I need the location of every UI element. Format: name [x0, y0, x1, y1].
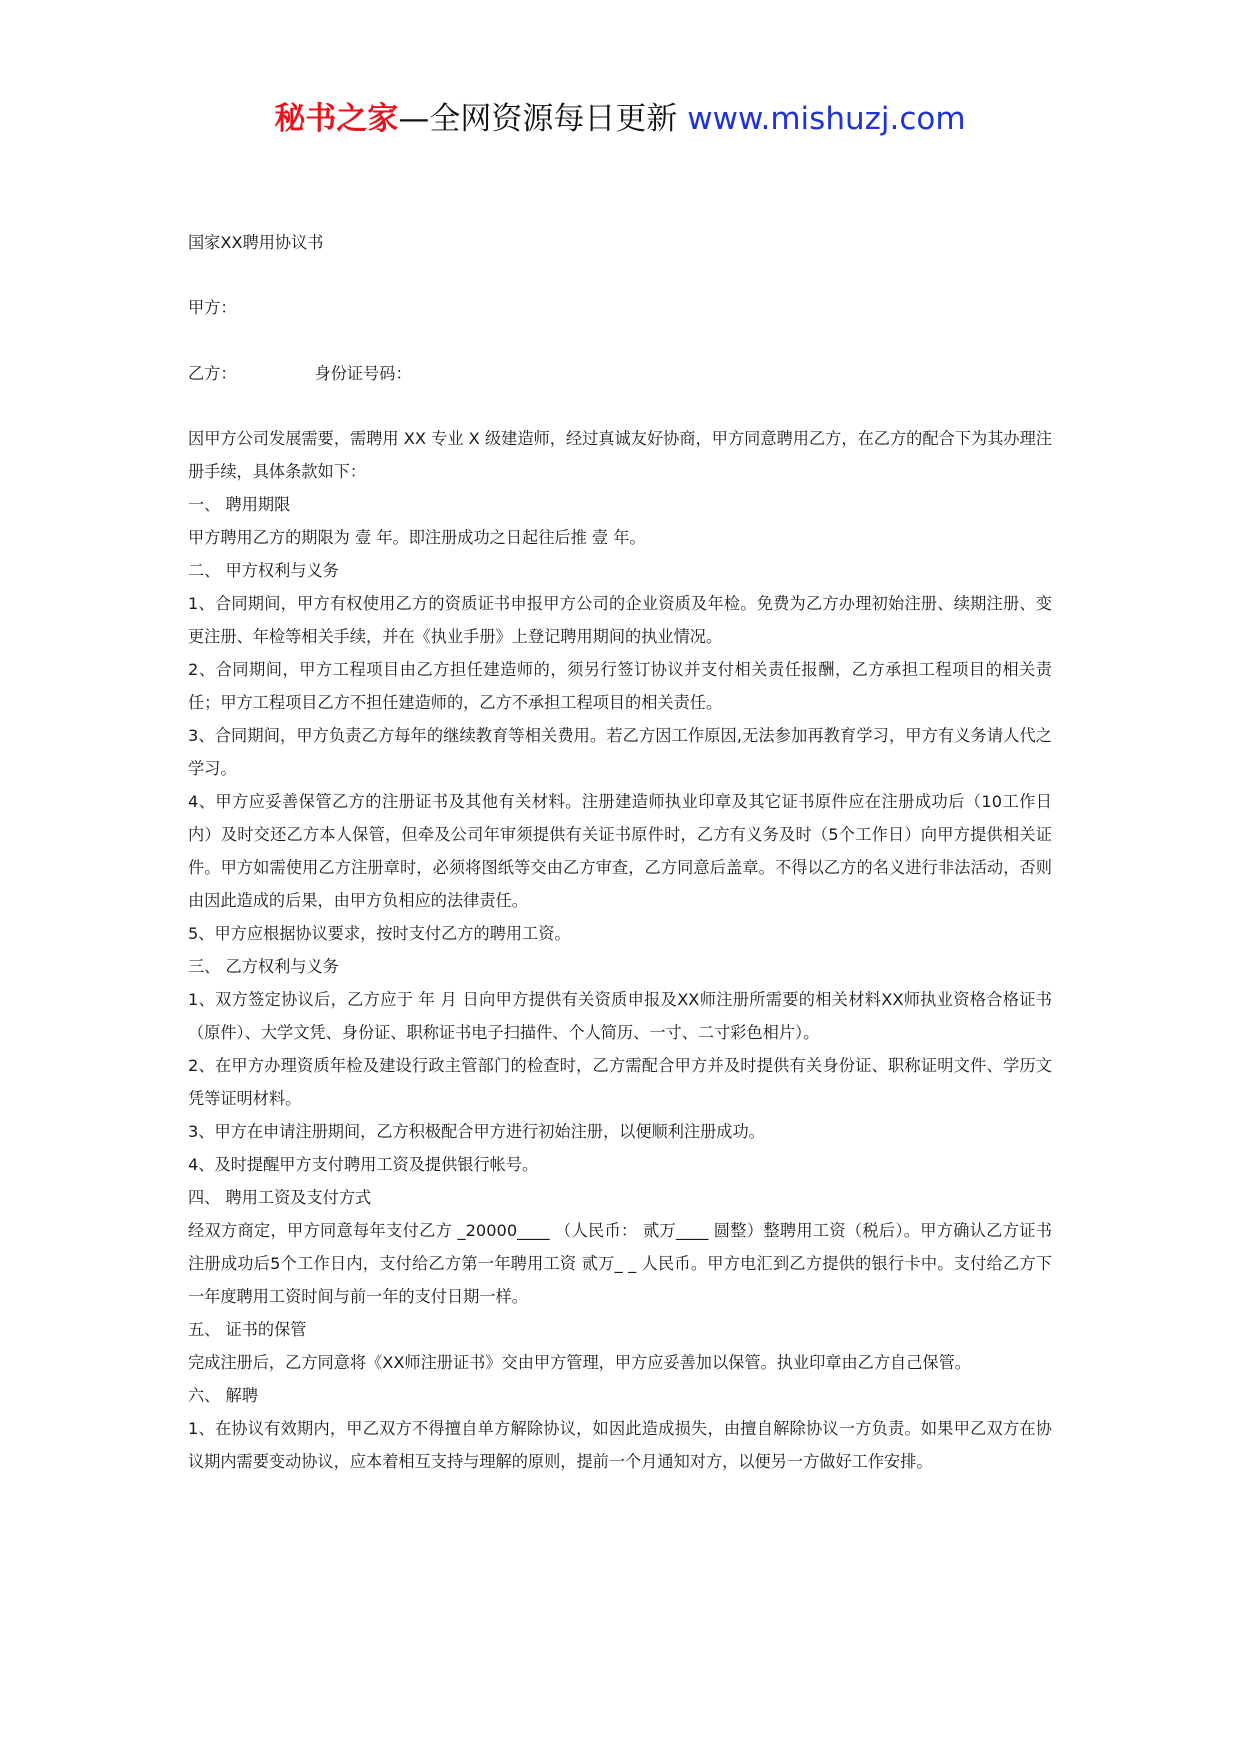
- site-banner: [0, 98, 1240, 140]
- clause-paragraph: 3、甲方在申请注册期间，乙方积极配合甲方进行初始注册，以便顺利注册成功。: [188, 1122, 765, 1141]
- site-tagline: —全网资源每日更新: [398, 101, 688, 137]
- clause-paragraph: 经双方商定，甲方同意每年支付乙方 _20000____ （人民币： 贰万____ 圆整）整聘用工资（税后）。甲方确认乙方证书注册成功后5个工作日内，支付给乙方第一年聘用工资 贰万_ _ 人民币。甲方电汇到乙方提供的银行卡中。支付给乙方下一年度聘用工资时间与前一年的支付日期一样。: [188, 1221, 1052, 1306]
- id-number-label: 身份证号码：: [314, 364, 412, 383]
- clause-paragraph: 4、及时提醒甲方支付聘用工资及提供银行帐号。: [188, 1155, 539, 1174]
- site-url-link[interactable]: www.mishuzj.com: [687, 101, 966, 137]
- clause-paragraph: 完成注册后，乙方同意将《XX师注册证书》交由甲方管理，甲方应妥善加以保管。执业印章由乙方自己保管。: [188, 1353, 971, 1372]
- section-heading-termination: 六、 解聘: [188, 1386, 258, 1405]
- section-heading-certificate: 五、 证书的保管: [188, 1320, 307, 1339]
- clause-paragraph: 1、合同期间，甲方有权使用乙方的资质证书申报甲方公司的企业资质及年检。免费为乙方办理初始注册、续期注册、变更注册、年检等相关手续，并在《执业手册》上登记聘用期间的执业情况。: [188, 594, 1052, 646]
- section-heading-party-a-rights: 二、 甲方权利与义务: [188, 561, 339, 580]
- intro-paragraph: 因甲方公司发展需要，需聘用 XX 专业 X 级建造师，经过真诚友好协商，甲方同意聘用乙方，在乙方的配合下为其办理注册手续，具体条款如下：: [188, 429, 1052, 481]
- document-title: 国家XX聘用协议书: [188, 233, 324, 252]
- site-brand: 秘书之家: [274, 101, 399, 137]
- document-body: [188, 226, 1052, 1478]
- clause-paragraph: 5、甲方应根据协议要求，按时支付乙方的聘用工资。: [188, 924, 571, 943]
- party-a-line: 甲方：: [188, 298, 237, 317]
- clause-paragraph: 3、合同期间，甲方负责乙方每年的继续教育等相关费用。若乙方因工作原因,无法参加再教育学习，甲方有义务请人代之学习。: [188, 726, 1052, 778]
- section-heading-salary: 四、 聘用工资及支付方式: [188, 1188, 372, 1207]
- clause-paragraph: 甲方聘用乙方的期限为 壹 年。即注册成功之日起往后推 壹 年。: [188, 528, 646, 547]
- section-heading-term: 一、 聘用期限: [188, 495, 291, 514]
- party-b-label: 乙方：: [188, 364, 237, 383]
- clause-paragraph: 2、合同期间，甲方工程项目由乙方担任建造师的，须另行签订协议并支付相关责任报酬，乙方承担工程项目的相关责任；甲方工程项目乙方不担任建造师的，乙方不承担工程项目的相关责任。: [188, 660, 1052, 712]
- party-b-line: [188, 357, 1052, 390]
- section-heading-party-b-rights: 三、 乙方权利与义务: [188, 957, 339, 976]
- clause-paragraph: 1、在协议有效期内，甲乙双方不得擅自单方解除协议，如因此造成损失，由擅自解除协议一方负责。如果甲乙双方在协议期内需要变动协议，应本着相互支持与理解的原则，提前一个月通知对方，以便另一方做好工作安排。: [188, 1419, 1052, 1471]
- clause-paragraph: 2、在甲方办理资质年检及建设行政主管部门的检查时，乙方需配合甲方并及时提供有关身份证、职称证明文件、学历文凭等证明材料。: [188, 1056, 1052, 1108]
- clause-paragraph: 1、双方签定协议后，乙方应于 年 月 日向甲方提供有关资质申报及XX师注册所需要的相关材料XX师执业资格合格证书（原件）、大学文凭、身份证、职称证书电子扫描件、个人简历、一寸、二寸彩色相片）。: [188, 990, 1052, 1042]
- clause-paragraph: 4、甲方应妥善保管乙方的注册证书及其他有关材料。注册建造师执业印章及其它证书原件应在注册成功后（10工作日内）及时交还乙方本人保管，但牵及公司年审须提供有关证书原件时，乙方有义务及时（5个工作日）向甲方提供相关证件。甲方如需使用乙方注册章时，必须将图纸等交由乙方审查，乙方同意后盖章。不得以乙方的名义进行非法活动，否则由因此造成的后果，由甲方负相应的法律责任。: [188, 792, 1052, 910]
